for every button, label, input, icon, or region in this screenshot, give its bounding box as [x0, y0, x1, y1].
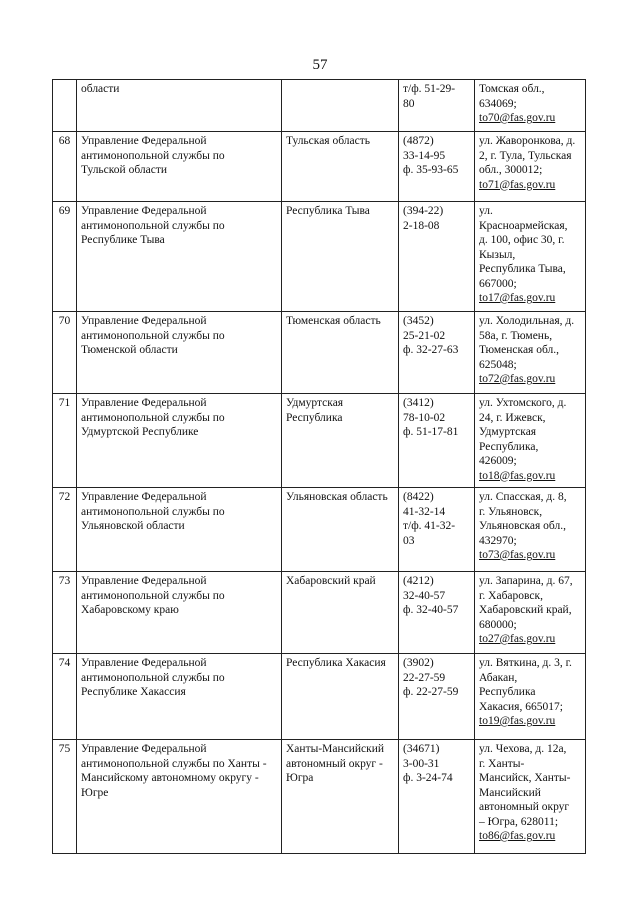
address-line: ул. Спасская, д. 8,: [479, 491, 567, 503]
phone-cell: [399, 394, 475, 488]
table-row: [53, 132, 586, 202]
table-row: [53, 654, 586, 740]
phone-line: 32-40-57: [403, 589, 446, 602]
phone-line: (394-22): [403, 205, 444, 217]
address-cell: [475, 394, 586, 488]
office-name-line: антимонопольной службы по: [81, 329, 225, 342]
office-name-cell: [77, 132, 282, 202]
office-name-line: Управление Федеральной: [81, 657, 207, 669]
row-number: 71: [53, 394, 77, 488]
office-name-cell: [77, 312, 282, 394]
region-cell: [282, 202, 399, 312]
row-number: 68: [53, 132, 77, 202]
office-name-cell: [77, 654, 282, 740]
region-cell: [282, 654, 399, 740]
page-number: 57: [312, 57, 328, 73]
office-name-line: Управление Федеральной: [81, 315, 207, 327]
region-cell: [282, 740, 399, 854]
table-row: [53, 394, 586, 488]
phone-line: т/ф. 41-32-: [403, 520, 456, 532]
phone-line: (4212): [403, 575, 434, 587]
office-name-cell: [77, 394, 282, 488]
row-number: 70: [53, 312, 77, 394]
region-cell: [282, 132, 399, 202]
phone-line: ф. 32-27-63: [403, 344, 459, 356]
address-cell: [475, 572, 586, 654]
phone-line: 80: [403, 97, 415, 110]
address-line: Кызыл,: [479, 248, 516, 261]
address-line: ул.: [479, 205, 493, 217]
office-name-cell: [77, 488, 282, 572]
phone-line: 41-32-14: [403, 505, 446, 518]
row-number: 72: [53, 488, 77, 572]
office-name-line: Хабаровскому краю: [81, 604, 179, 616]
address-line: Абакан,: [479, 671, 518, 684]
phone-line: 25-21-02: [403, 329, 446, 342]
region-line: автономный округ -: [286, 757, 383, 770]
email-link[interactable]: to70@fas.gov.ru: [479, 112, 556, 124]
address-cell: [475, 488, 586, 572]
phone-line: (3412): [403, 397, 434, 409]
region-line: Ханты-Мансийский: [286, 743, 385, 755]
region-line: Хабаровский край: [286, 575, 376, 587]
address-line: Тюменская обл.,: [479, 344, 560, 356]
address-line: ул. Вяткина, д. 3, г.: [479, 657, 572, 669]
office-name-line: антимонопольной службы по: [81, 671, 225, 684]
address-line: Хакасия, 665017;: [479, 700, 563, 713]
address-line: Мансийск, Ханты-: [479, 772, 571, 784]
office-name-line: антимонопольной службы по: [81, 219, 225, 232]
row-number: [53, 80, 77, 132]
address-line: 680000;: [479, 618, 517, 631]
region-line: Республика Тыва: [286, 205, 370, 217]
phone-line: ф. 51-17-81: [403, 426, 459, 438]
office-name-line: Мансийскому автономному округу -: [81, 772, 259, 784]
address-line: – Югра, 628011;: [479, 815, 559, 828]
address-line: г. Ульяновск,: [479, 505, 543, 518]
address-line: ул. Холодильная, д.: [479, 315, 575, 327]
phone-line: (3902): [403, 657, 434, 669]
address-line: 2, г. Тула, Тульская: [479, 149, 572, 162]
address-line: 24, г. Ижевск,: [479, 411, 546, 424]
office-name-line: Управление Федеральной: [81, 135, 207, 147]
address-line: Хабаровский край,: [479, 604, 572, 616]
office-name-line: Управление Федеральной: [81, 743, 207, 755]
address-line: ул. Ухтомского, д.: [479, 397, 567, 409]
office-name-line: антимонопольной службы по: [81, 589, 225, 602]
office-name-cell: [77, 740, 282, 854]
address-cell: [475, 740, 586, 854]
office-name-line: антимонопольной службы по: [81, 411, 225, 424]
phone-cell: [399, 740, 475, 854]
email-link[interactable]: to18@fas.gov.ru: [479, 469, 556, 482]
region-line: Югра: [286, 772, 314, 784]
address-cell: [475, 132, 586, 202]
address-line: 634069;: [479, 97, 517, 110]
office-name-line: Удмуртской Республике: [81, 426, 199, 438]
phone-cell: [399, 488, 475, 572]
office-name-line: Югре: [81, 786, 109, 799]
address-line: 426009;: [479, 455, 517, 467]
table-body: [53, 80, 586, 854]
phone-line: т/ф. 51-29-: [403, 83, 456, 95]
region-line: Республика: [286, 411, 343, 424]
email-link[interactable]: to27@fas.gov.ru: [479, 633, 556, 645]
office-name-line: Ульяновской области: [81, 520, 185, 532]
phone-cell: [399, 654, 475, 740]
phone-line: (4872): [403, 135, 434, 147]
office-name-line: Управление Федеральной: [81, 205, 207, 217]
address-line: Томская обл.,: [479, 83, 545, 95]
email-link[interactable]: to86@fas.gov.ru: [479, 830, 556, 842]
phone-line: ф. 35-93-65: [403, 164, 459, 176]
address-line: ул. Жаворонкова, д.: [479, 135, 576, 147]
email-link[interactable]: to19@fas.gov.ru: [479, 715, 556, 727]
office-name-line: антимонопольной службы по: [81, 505, 225, 518]
phone-line: (34671): [403, 743, 440, 755]
phone-cell: [399, 132, 475, 202]
address-line: обл., 300012;: [479, 164, 543, 176]
region-line: Тюменская область: [286, 315, 381, 327]
office-name-line: Республике Тыва: [81, 234, 165, 246]
table-row: [53, 80, 586, 132]
phone-line: ф. 32-40-57: [403, 604, 459, 616]
table-row: [53, 740, 586, 854]
office-name-line: Управление Федеральной: [81, 575, 207, 587]
table-row: [53, 488, 586, 572]
table-row: [53, 202, 586, 312]
row-number: 69: [53, 202, 77, 312]
address-cell: [475, 654, 586, 740]
phone-line: 2-18-08: [403, 219, 440, 232]
phone-line: 3-00-31: [403, 757, 440, 770]
phone-cell: [399, 572, 475, 654]
office-name-line: области: [81, 83, 120, 95]
address-line: 667000;: [479, 277, 517, 290]
address-line: 432970;: [479, 534, 517, 547]
row-number: 75: [53, 740, 77, 854]
office-name-cell: [77, 202, 282, 312]
region-line: Республика Хакасия: [286, 657, 386, 669]
office-name-line: Управление Федеральной: [81, 491, 207, 503]
region-cell: [282, 572, 399, 654]
email-link[interactable]: to71@fas.gov.ru: [479, 178, 556, 191]
office-name-line: антимонопольной службы по: [81, 149, 225, 162]
email-link[interactable]: to72@fas.gov.ru: [479, 373, 556, 385]
region-line: Ульяновская область: [286, 491, 388, 503]
row-number: 73: [53, 572, 77, 654]
phone-line: ф. 3-24-74: [403, 772, 453, 784]
phone-line: 03: [403, 534, 415, 547]
office-name-line: Тульской области: [81, 164, 168, 176]
address-cell: [475, 312, 586, 394]
address-line: Мансийский: [479, 786, 541, 799]
phone-line: 33-14-95: [403, 149, 446, 162]
region-cell: [282, 394, 399, 488]
address-line: г. Ханты-: [479, 757, 525, 770]
address-line: г. Хабаровск,: [479, 589, 543, 602]
address-cell: [475, 202, 586, 312]
office-name-line: Тюменской области: [81, 344, 178, 356]
address-line: д. 100, офис 30, г.: [479, 234, 565, 246]
address-cell: [475, 80, 586, 132]
phone-line: 22-27-59: [403, 671, 446, 684]
office-name-cell: [77, 80, 282, 132]
address-line: Ульяновская обл.,: [479, 520, 566, 532]
phone-cell: [399, 312, 475, 394]
phone-line: (8422): [403, 491, 434, 503]
address-line: Красноармейская,: [479, 219, 568, 232]
address-line: 625048;: [479, 358, 517, 371]
region-line: Удмуртская: [286, 397, 344, 409]
address-line: автономный округ: [479, 801, 570, 813]
address-line: Республика,: [479, 440, 539, 453]
table-row: [53, 312, 586, 394]
address-line: ул. Чехова, д. 12а,: [479, 743, 567, 755]
address-line: 58а, г. Тюмень,: [479, 329, 553, 342]
email-link[interactable]: to17@fas.gov.ru: [479, 292, 556, 304]
region-cell: [282, 488, 399, 572]
phone-cell: [399, 80, 475, 132]
office-name-line: антимонопольной службы по Ханты -: [81, 757, 267, 770]
phone-line: ф. 22-27-59: [403, 686, 459, 698]
table-row: [53, 572, 586, 654]
phone-line: (3452): [403, 315, 434, 327]
row-number: 74: [53, 654, 77, 740]
region-cell: [282, 80, 399, 132]
office-name-cell: [77, 572, 282, 654]
email-link[interactable]: to73@fas.gov.ru: [479, 549, 556, 561]
office-name-line: Республике Хакассия: [81, 686, 186, 698]
region-cell: [282, 312, 399, 394]
address-line: Республика: [479, 686, 536, 698]
address-line: ул. Запарина, д. 67,: [479, 575, 573, 587]
office-name-line: Управление Федеральной: [81, 397, 207, 409]
fas-offices-table: [52, 79, 586, 854]
address-line: Республика Тыва,: [479, 263, 566, 275]
address-line: Удмуртская: [479, 426, 537, 438]
region-line: Тульская область: [286, 135, 370, 147]
phone-cell: [399, 202, 475, 312]
phone-line: 78-10-02: [403, 411, 446, 424]
